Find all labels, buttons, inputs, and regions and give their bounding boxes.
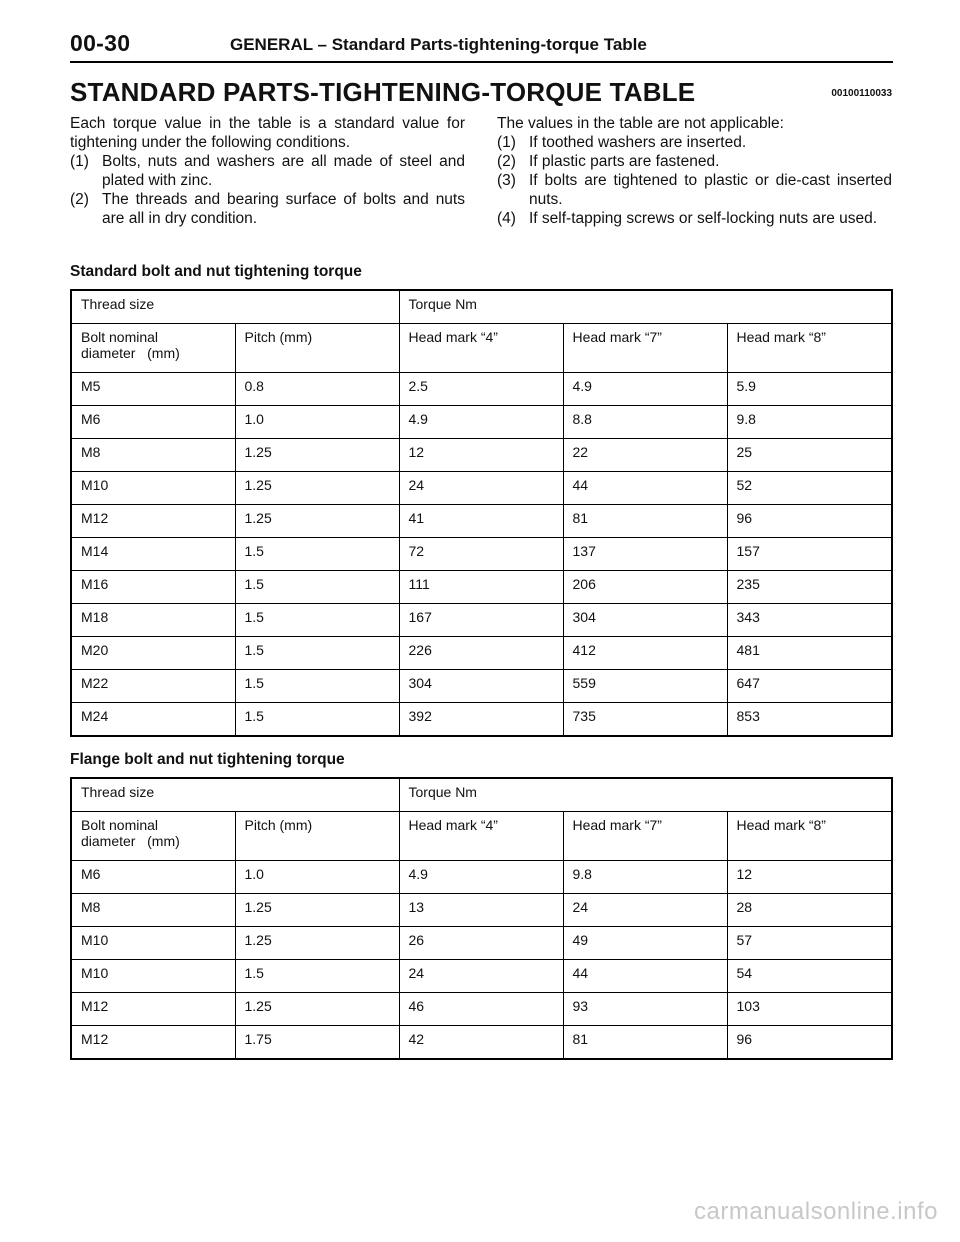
cell-head-mark-7: 206 (563, 571, 727, 604)
table-row (71, 604, 892, 637)
col-bolt-diameter: Bolt nominal diameter (mm) (71, 812, 235, 861)
cell-head-mark-4: 304 (399, 670, 563, 703)
table-row (71, 637, 892, 670)
cell-pitch: 1.25 (235, 505, 399, 538)
cell-bolt-diameter: M12 (71, 1026, 235, 1060)
table-subheader-row (71, 812, 892, 861)
cell-bolt-diameter: M20 (71, 637, 235, 670)
cell-head-mark-7: 735 (563, 703, 727, 737)
cell-head-mark-7: 559 (563, 670, 727, 703)
list-item: (3) If bolts are tightened to plastic or die-cast inserted nuts. (497, 172, 892, 208)
cell-head-mark-4: 392 (399, 703, 563, 737)
intro-left-column (70, 114, 465, 228)
cell-bolt-diameter: M10 (71, 472, 235, 505)
page-header (70, 28, 893, 63)
col-head-mark-7: Head mark “7” (563, 324, 727, 373)
table-row (71, 538, 892, 571)
cell-head-mark-8: 96 (727, 505, 892, 538)
cell-pitch: 1.5 (235, 703, 399, 737)
cell-pitch: 1.75 (235, 1026, 399, 1060)
flange-table-title: Flange bolt and nut tightening torque (70, 751, 345, 768)
cell-pitch: 1.0 (235, 406, 399, 439)
cell-head-mark-4: 13 (399, 894, 563, 927)
cell-head-mark-7: 412 (563, 637, 727, 670)
cell-head-mark-8: 28 (727, 894, 892, 927)
cell-head-mark-8: 481 (727, 637, 892, 670)
cell-head-mark-4: 46 (399, 993, 563, 1026)
cell-head-mark-7: 81 (563, 505, 727, 538)
col-head-mark-8: Head mark “8” (727, 812, 892, 861)
cell-pitch: 1.0 (235, 861, 399, 894)
cell-head-mark-4: 4.9 (399, 406, 563, 439)
cell-head-mark-4: 167 (399, 604, 563, 637)
cell-head-mark-4: 226 (399, 637, 563, 670)
cell-head-mark-4: 24 (399, 472, 563, 505)
col-head-mark-7: Head mark “7” (563, 812, 727, 861)
header-torque: Torque Nm (399, 290, 892, 324)
cell-head-mark-4: 42 (399, 1026, 563, 1060)
cell-head-mark-7: 81 (563, 1026, 727, 1060)
cell-bolt-diameter: M10 (71, 960, 235, 993)
intro-right-paragraph: The values in the table are not applicable: (497, 115, 784, 132)
cell-pitch: 1.5 (235, 670, 399, 703)
table-row (71, 894, 892, 927)
table-row (71, 703, 892, 737)
cell-head-mark-8: 96 (727, 1026, 892, 1060)
cell-bolt-diameter: M24 (71, 703, 235, 737)
cell-head-mark-8: 54 (727, 960, 892, 993)
cell-pitch: 1.5 (235, 571, 399, 604)
table-row (71, 670, 892, 703)
cell-bolt-diameter: M14 (71, 538, 235, 571)
cell-head-mark-8: 157 (727, 538, 892, 571)
cell-head-mark-7: 9.8 (563, 861, 727, 894)
table-header-row (71, 290, 892, 324)
cell-pitch: 1.25 (235, 927, 399, 960)
cell-head-mark-8: 25 (727, 439, 892, 472)
cell-pitch: 1.25 (235, 439, 399, 472)
table-row (71, 927, 892, 960)
cell-head-mark-8: 57 (727, 927, 892, 960)
cell-head-mark-8: 235 (727, 571, 892, 604)
cell-head-mark-8: 103 (727, 993, 892, 1026)
cell-bolt-diameter: M10 (71, 927, 235, 960)
cell-bolt-diameter: M6 (71, 406, 235, 439)
cell-head-mark-7: 49 (563, 927, 727, 960)
cell-head-mark-8: 5.9 (727, 373, 892, 406)
header-torque: Torque Nm (399, 778, 892, 812)
cell-head-mark-8: 647 (727, 670, 892, 703)
col-head-mark-8: Head mark “8” (727, 324, 892, 373)
section-code: 00100110033 (831, 88, 892, 99)
cell-head-mark-7: 44 (563, 472, 727, 505)
header-title: GENERAL – Standard Parts-tightening-torque Table (230, 35, 647, 54)
table-row (71, 406, 892, 439)
col-head-mark-4: Head mark “4” (399, 324, 563, 373)
table-row (71, 993, 892, 1026)
cell-head-mark-4: 41 (399, 505, 563, 538)
table-row (71, 373, 892, 406)
intro-left-paragraph: Each torque value in the table is a standard value for tightening under the following conditions. (70, 115, 465, 151)
cell-pitch: 1.5 (235, 604, 399, 637)
cell-head-mark-7: 93 (563, 993, 727, 1026)
flange-torque-table (70, 777, 893, 1060)
standard-torque-table (70, 289, 893, 737)
cell-bolt-diameter: M8 (71, 894, 235, 927)
section-title: STANDARD PARTS-TIGHTENING-TORQUE TABLE (70, 77, 696, 107)
cell-bolt-diameter: M12 (71, 505, 235, 538)
watermark: carmanualsonline.info (694, 1198, 938, 1225)
cell-pitch: 1.5 (235, 538, 399, 571)
table-row (71, 571, 892, 604)
table-row (71, 861, 892, 894)
cell-bolt-diameter: M12 (71, 993, 235, 1026)
list-item: (2) The threads and bearing surface of bolts and nuts are all in dry condition. (70, 191, 465, 227)
list-item: (4) If self-tapping screws or self-locking nuts are used. (497, 210, 878, 227)
cell-head-mark-8: 52 (727, 472, 892, 505)
cell-head-mark-8: 853 (727, 703, 892, 737)
cell-pitch: 1.25 (235, 472, 399, 505)
table-row (71, 439, 892, 472)
cell-head-mark-7: 44 (563, 960, 727, 993)
cell-bolt-diameter: M5 (71, 373, 235, 406)
cell-head-mark-4: 111 (399, 571, 563, 604)
cell-head-mark-4: 12 (399, 439, 563, 472)
cell-head-mark-7: 22 (563, 439, 727, 472)
header-thread-size: Thread size (71, 290, 399, 324)
table-row (71, 1026, 892, 1060)
cell-head-mark-4: 72 (399, 538, 563, 571)
cell-head-mark-4: 26 (399, 927, 563, 960)
table-row (71, 505, 892, 538)
table-row (71, 960, 892, 993)
cell-head-mark-8: 343 (727, 604, 892, 637)
cell-head-mark-4: 24 (399, 960, 563, 993)
cell-head-mark-8: 12 (727, 861, 892, 894)
col-bolt-diameter: Bolt nominal diameter (mm) (71, 324, 235, 373)
cell-head-mark-8: 9.8 (727, 406, 892, 439)
table-row (71, 472, 892, 505)
cell-head-mark-7: 4.9 (563, 373, 727, 406)
conditions-list (70, 152, 465, 228)
col-pitch: Pitch (mm) (235, 324, 399, 373)
page-number: 00-30 (70, 30, 131, 56)
cell-pitch: 1.25 (235, 993, 399, 1026)
list-item: (2) If plastic parts are fastened. (497, 153, 720, 170)
standard-table-title: Standard bolt and nut tightening torque (70, 263, 362, 280)
cell-head-mark-7: 8.8 (563, 406, 727, 439)
cell-pitch: 1.5 (235, 960, 399, 993)
list-item: (1) If toothed washers are inserted. (497, 134, 747, 151)
cell-bolt-diameter: M18 (71, 604, 235, 637)
exceptions-list (497, 133, 892, 228)
cell-head-mark-4: 4.9 (399, 861, 563, 894)
cell-bolt-diameter: M8 (71, 439, 235, 472)
intro-right-column (497, 114, 892, 228)
cell-bolt-diameter: M6 (71, 861, 235, 894)
table-subheader-row (71, 324, 892, 373)
col-pitch: Pitch (mm) (235, 812, 399, 861)
cell-head-mark-7: 24 (563, 894, 727, 927)
table-header-row (71, 778, 892, 812)
cell-head-mark-7: 137 (563, 538, 727, 571)
header-thread-size: Thread size (71, 778, 399, 812)
cell-head-mark-4: 2.5 (399, 373, 563, 406)
cell-head-mark-7: 304 (563, 604, 727, 637)
cell-pitch: 1.5 (235, 637, 399, 670)
col-head-mark-4: Head mark “4” (399, 812, 563, 861)
cell-bolt-diameter: M16 (71, 571, 235, 604)
cell-bolt-diameter: M22 (71, 670, 235, 703)
cell-pitch: 1.25 (235, 894, 399, 927)
cell-pitch: 0.8 (235, 373, 399, 406)
list-item: (1) Bolts, nuts and washers are all made of steel and plated with zinc. (70, 153, 465, 189)
